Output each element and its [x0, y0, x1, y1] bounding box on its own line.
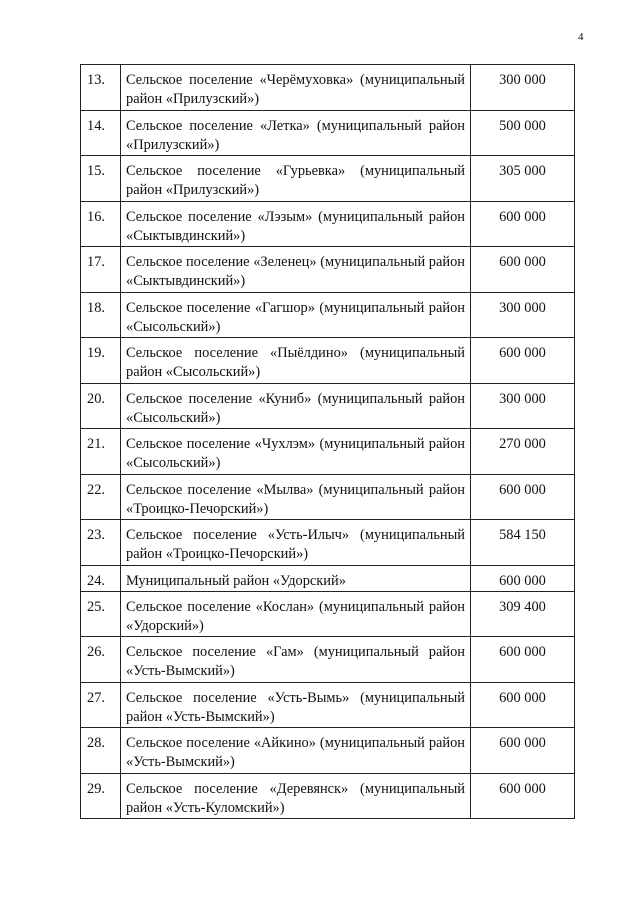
- amount-cell: 600 000: [471, 247, 575, 293]
- table-row: [81, 728, 575, 774]
- settlement-name-cell: Сельское поселение «Кослан» (муниципальный район «Удорский»): [121, 591, 471, 637]
- amount-cell: 300 000: [471, 383, 575, 429]
- allocation-table: [80, 64, 575, 819]
- page-number: 4: [578, 31, 584, 43]
- row-number-cell: 19.: [81, 338, 121, 384]
- row-number-cell: 20.: [81, 383, 121, 429]
- table-row: [81, 338, 575, 384]
- settlement-name-cell: Сельское поселение «Лэзым» (муниципальный район «Сыктывдинский»): [121, 201, 471, 247]
- settlement-name-cell: Сельское поселение «Летка» (муниципальный район «Прилузский»): [121, 110, 471, 156]
- amount-cell: 600 000: [471, 474, 575, 520]
- table-row: [81, 201, 575, 247]
- settlement-name-cell: Сельское поселение «Чухлэм» (муниципальный район «Сысольский»): [121, 429, 471, 475]
- table-row: [81, 247, 575, 293]
- table-row: [81, 773, 575, 819]
- settlement-name-cell: Сельское поселение «Черёмуховка» (муниципальный район «Прилузский»): [121, 65, 471, 111]
- row-number-cell: 18.: [81, 292, 121, 338]
- row-number-cell: 23.: [81, 520, 121, 566]
- amount-cell: 300 000: [471, 292, 575, 338]
- amount-cell: 600 000: [471, 682, 575, 728]
- settlement-name-cell: Сельское поселение «Деревянск» (муниципальный район «Усть-Куломский»): [121, 773, 471, 819]
- table-row: [81, 429, 575, 475]
- amount-cell: 500 000: [471, 110, 575, 156]
- amount-cell: 270 000: [471, 429, 575, 475]
- row-number-cell: 15.: [81, 156, 121, 202]
- amount-cell: 600 000: [471, 773, 575, 819]
- amount-cell: 584 150: [471, 520, 575, 566]
- amount-cell: 600 000: [471, 565, 575, 591]
- settlement-name-cell: Сельское поселение «Гурьевка» (муниципальный район «Прилузский»): [121, 156, 471, 202]
- settlement-name-cell: Сельское поселение «Гагшор» (муниципальный район «Сысольский»): [121, 292, 471, 338]
- row-number-cell: 26.: [81, 637, 121, 683]
- row-number-cell: 13.: [81, 65, 121, 111]
- row-number-cell: 16.: [81, 201, 121, 247]
- amount-cell: 600 000: [471, 637, 575, 683]
- row-number-cell: 24.: [81, 565, 121, 591]
- table-row: [81, 65, 575, 111]
- row-number-cell: 28.: [81, 728, 121, 774]
- settlement-name-cell: Сельское поселение «Пыёлдино» (муниципальный район «Сысольский»): [121, 338, 471, 384]
- settlement-name-cell: Сельское поселение «Мылва» (муниципальный район «Троицко-Печорский»): [121, 474, 471, 520]
- table-row: [81, 591, 575, 637]
- amount-cell: 600 000: [471, 338, 575, 384]
- settlement-name-cell: Сельское поселение «Куниб» (муниципальный район «Сысольский»): [121, 383, 471, 429]
- table-row: [81, 156, 575, 202]
- settlement-name-cell: Муниципальный район «Удорский»: [121, 565, 471, 591]
- settlement-name-cell: Сельское поселение «Зеленец» (муниципальный район «Сыктывдинский»): [121, 247, 471, 293]
- table-row: [81, 383, 575, 429]
- table-row: [81, 682, 575, 728]
- table-row: [81, 474, 575, 520]
- settlement-name-cell: Сельское поселение «Усть-Вымь» (муниципальный район «Усть-Вымский»): [121, 682, 471, 728]
- row-number-cell: 22.: [81, 474, 121, 520]
- settlement-name-cell: Сельское поселение «Гам» (муниципальный район «Усть-Вымский»): [121, 637, 471, 683]
- row-number-cell: 27.: [81, 682, 121, 728]
- settlement-name-cell: Сельское поселение «Айкино» (муниципальный район «Усть-Вымский»): [121, 728, 471, 774]
- amount-cell: 600 000: [471, 728, 575, 774]
- amount-cell: 309 400: [471, 591, 575, 637]
- table-row: [81, 520, 575, 566]
- row-number-cell: 14.: [81, 110, 121, 156]
- table-body: [81, 65, 575, 819]
- amount-cell: 300 000: [471, 65, 575, 111]
- amount-cell: 600 000: [471, 201, 575, 247]
- settlement-name-cell: Сельское поселение «Усть-Илыч» (муниципальный район «Троицко-Печорский»): [121, 520, 471, 566]
- row-number-cell: 25.: [81, 591, 121, 637]
- table-row: [81, 637, 575, 683]
- table-row: [81, 110, 575, 156]
- row-number-cell: 29.: [81, 773, 121, 819]
- amount-cell: 305 000: [471, 156, 575, 202]
- table-row: [81, 292, 575, 338]
- row-number-cell: 21.: [81, 429, 121, 475]
- row-number-cell: 17.: [81, 247, 121, 293]
- table-row: [81, 565, 575, 591]
